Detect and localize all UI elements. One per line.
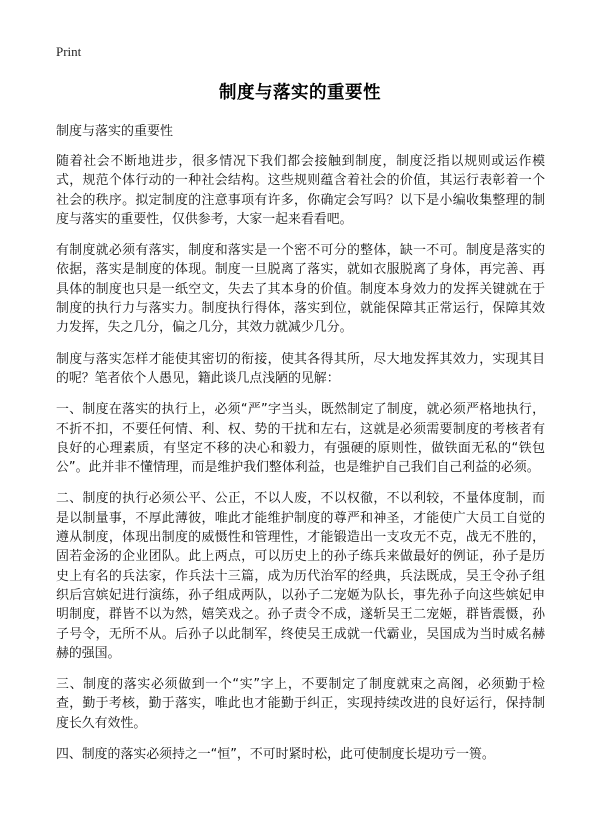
paragraph-relationship: 有制度就必须有落实，制度和落实是一个密不可分的整体，缺一不可。制度是落实的依据，落实是制度的体现。制度一旦脱离了落实，就如衣服脱离了身体，再完善、再具体的制度也只是一纸空文，失去了其本身的价值。制度本身效力的发挥关键就在于制度的执行力与落实力。制度执行得体，落实到位，就能保障其正常运行，保障其效力发挥，失之几分，偏之几分，其效力就减少几分。 bbox=[56, 243, 545, 336]
paragraph-point-one: 一、制度在落实的执行上，必须“严”字当头，既然制定了制度，就必须严格地执行，不折不扣，不要任何情、利、权、势的干扰和左右，这就是必须需要制度的考核者有良好的心理素质，有坚定不移的决心和毅力，有强硬的原则性，做铁面无私的“铁包公”。此并非不懂情理，而是维护我们整体利益，也是维护自己我们自己利益的必须。 bbox=[56, 402, 545, 476]
document-body bbox=[56, 152, 545, 776]
paragraph-point-two: 二、制度的执行必须公平、公正，不以人废，不以权徹，不以利较，不量体度制，而是以制量事，不厚此薄彼，唯此才能维护制度的尊严和神圣，才能使广大员工自觉的遵从制度，体现出制度的威慑性和管理性，才能锻造出一支攻无不克，战无不胜的，固若金汤的企业团队。此上两点，可以历史上的孙子练兵来做最好的例证，孙子是历史上有名的兵法家，作兵法十三篇，成为历代治军的经典，兵法既成，吴王令孙子组织后宫嫔妃进行演练，孙子组成两队，以孙子二宠姬为队长，事先孙子向这些嫔妃申明制度，群皆不以为然，嬉笑戏之。孙子责令不成，遂斩吴王二宠姬，群皆震慑，孙子号令，无所不从。后孙子以此制军，终使吴王成就一代霸业，吴国成为当时威名赫赫的强国。 bbox=[56, 491, 545, 661]
paragraph-intro: 随着社会不断地进步，很多情况下我们都会接触到制度，制度泛指以规则或运作模式，规范个体行动的一种社会结构。这些规则蕴含着社会的价值，其运行表彰着一个社会的秩序。拟定制度的注意事项有许多，你确定会写吗？以下是小编收集整理的制度与落实的重要性，仅供参考，大家一起来看看吧。 bbox=[56, 154, 545, 227]
document-subtitle: 制度与落实的重要性 bbox=[56, 124, 174, 139]
print-link[interactable]: Print bbox=[56, 44, 82, 59]
paragraph-point-three: 三、制度的落实必须做到一个“实”字上，不要制定了制度就束之高阁，必须勤于检查，勤于考核，勤于落实，唯此也才能勤于纠正，实现持续改进的良好运行，保持制度长久有效性。 bbox=[56, 677, 545, 731]
paragraph-point-four: 四、制度的落实必须持之一“恒”，不可时紧时松，此可使制度长堤功亏一篑。 bbox=[56, 747, 495, 763]
document-title: 制度与落实的重要性 bbox=[219, 83, 381, 103]
paragraph-question: 制度与落实怎样才能使其密切的衔接，使其各得其所，尽大地发挥其效力，实现其目的呢？笔者依个人愚见，籍此谈几点浅陋的见解： bbox=[56, 351, 545, 386]
